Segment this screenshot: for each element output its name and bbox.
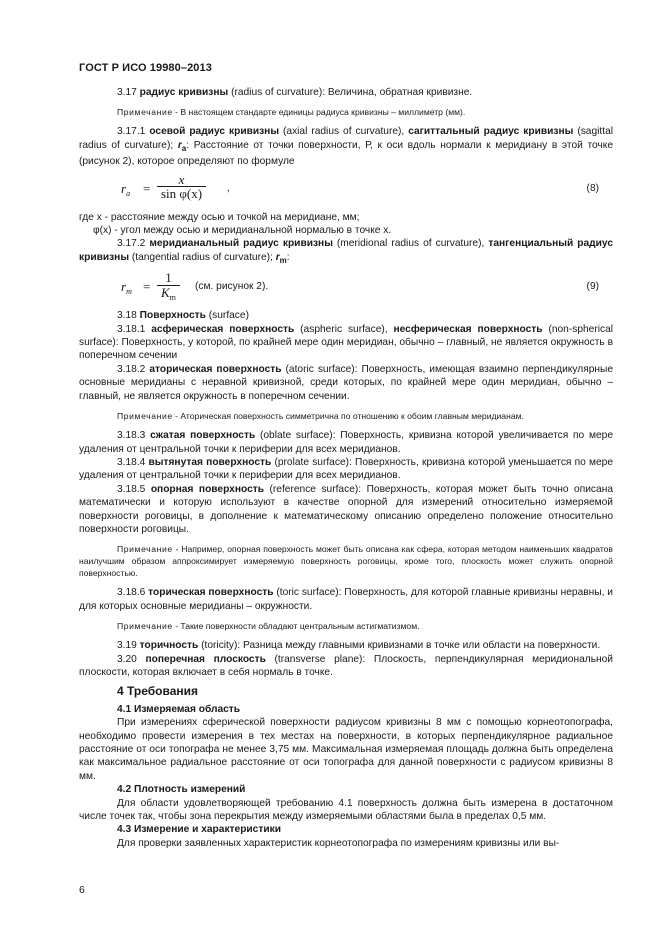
subsection-4-2-text: Для области удовлетворяющей требованию 4.1 поверхность должна быть измерена в достаточном числе точек так, чтобы зона перекрытия между измеряемыми областями была в пределах 0,5 мм.	[79, 797, 613, 823]
term-3-18-4: 3.18.4 вытянутая поверхность (prolate surface): Поверхность, кривизна которой уменьшается по мере удаления от центральной точки к периферии для всех меридианов.	[79, 456, 614, 482]
term-3-18-3: 3.18.3 сжатая поверхность (oblate surface): Поверхность, кривизна которой увеличивается по мере удаления от центральной точки к периферии для всех меридианов.	[79, 430, 613, 455]
term-3-18-2: 3.18.2 аторическая поверхность (atoric surface): Поверхность, имеющая взаимно перпендикулярные основные меридианы с неравной кривизной, среди которых, по крайней мере один меридиан, обычно – главный, не является окружность в поперечном сечении.	[79, 363, 613, 402]
term-3-18-1: 3.18.1 асферическая поверхность (aspheric surface), несферическая поверхность (non-spherical surface): Поверхность, у которой, по крайней мере один меридиан, обычно – главный, не является окружность в поперечном сечении	[79, 323, 614, 362]
formula-number-8: (8)	[586, 182, 599, 194]
subsection-4-2-heading: 4.2 Плотность измерений	[117, 784, 246, 796]
formula-8: $r_a$ = x sin φ(x) , (8)	[121, 171, 599, 202]
where-x: где x - расстояние между осью и точкой на меридиане, мм;	[79, 211, 360, 223]
where-phi: φ(x) - угол между осью и меридианальной нормалью в точке x.	[93, 225, 392, 237]
page-number: 6	[79, 884, 85, 896]
note-3-17: Примечание - В настоящем стандарте единицы радиуса кривизны – миллиметр (мм).	[117, 107, 466, 118]
standard-code-header: ГОСТ Р ИСО 19980–2013	[79, 62, 212, 74]
note-3-18-5: Примечание - Например, опорная поверхность может быть описана как сфера, которая методом наименьших квадратов наилучшим образом аппроксимирует измеряемую поверхность роговицы, кроме того, плоскость может служить опорной поверхностью.	[79, 544, 613, 579]
term-3-18: 3.18 Поверхность (surface)	[117, 310, 249, 322]
note-3-18-6: Примечание - Такие поверхности обладают центральным астигматизмом.	[117, 621, 420, 632]
subsection-4-3-text: Для проверки заявленных характеристик корнеотопографа по измерениям кривизны или вы-	[117, 837, 560, 849]
term-3-18-5: 3.18.5 опорная поверхность (reference surface): Поверхность, которая может быть точно описана математически и которую используют в качестве опорной для измерений относительно измеряемой поверхности роговицы, в дополнение к математическому описанию определено положение относительно поверхности роговицы.	[79, 483, 613, 535]
formula-9-fraction: 1 $K_m$	[157, 271, 180, 304]
subsection-4-1-heading: 4.1 Измеряемая область	[117, 703, 241, 715]
term-3-17: 3.17 радиус кривизны (radius of curvature): Величина, обратная кривизне.	[117, 87, 473, 98]
term-3-17-1: 3.17.1 осевой радиус кривизны (axial radius of curvature), сагиттальный радиус кривизны (sagittal radius of curvature); $r_a$: Расстояние от точки поверхности, Р, к оси вдоль нормали к меридиану в этой точке (рисунок 2), которое определяют по формуле	[79, 126, 613, 168]
formula-number-9: (9)	[586, 281, 599, 293]
term-3-17-2: 3.17.2 меридианальный радиус кривизны (meridional radius of curvature), тангенциальный радиус кривизны (tangential radius of curvature); $r_m$:	[79, 238, 613, 265]
formula-9: $r_m$ = 1 $K_m$ (см. рисунок 2). (9)	[79, 271, 613, 307]
term-3-18-6: 3.18.6 торическая поверхность (toric surface): Поверхность, для которой главные кривизны неравны, и для которых основные меридианы – окружности.	[79, 587, 613, 612]
section-4-heading: 4 Требования	[117, 684, 198, 699]
subsection-4-3-heading: 4.3 Измерение и характеристики	[117, 824, 281, 836]
subsection-4-1-text: При измерениях сферической поверхности радиусом кривизны 8 мм с помощью корнеотопографа, необходимо провести измерения в тех местах на поверхности, в которых перпендикулярное радиальное расстояние от оси топографа не менее 3,75 мм. Максимальная измеряемая площадь должна быть определена как максимальное радиальное расстояние от оси топографа для данной поверхности с радиусом кривизны 8 мм.	[79, 717, 613, 782]
formula-8-fraction: x sin φ(x)	[157, 173, 206, 201]
document-body	[79, 86, 613, 850]
term-3-19: 3.19 торичность (toricity): Разница между главными кривизнами в точке или области на поверхности.	[117, 640, 601, 652]
term-3-20: 3.20 поперечная плоскость (transverse plane): Плоскость, перпендикулярная меридиональной плоскости, которая включает в себя нормаль в точке.	[79, 653, 613, 678]
note-3-18-2: Примечание - Аторическая поверхность симметрична по отношению к обоим главным меридианам.	[117, 411, 524, 422]
